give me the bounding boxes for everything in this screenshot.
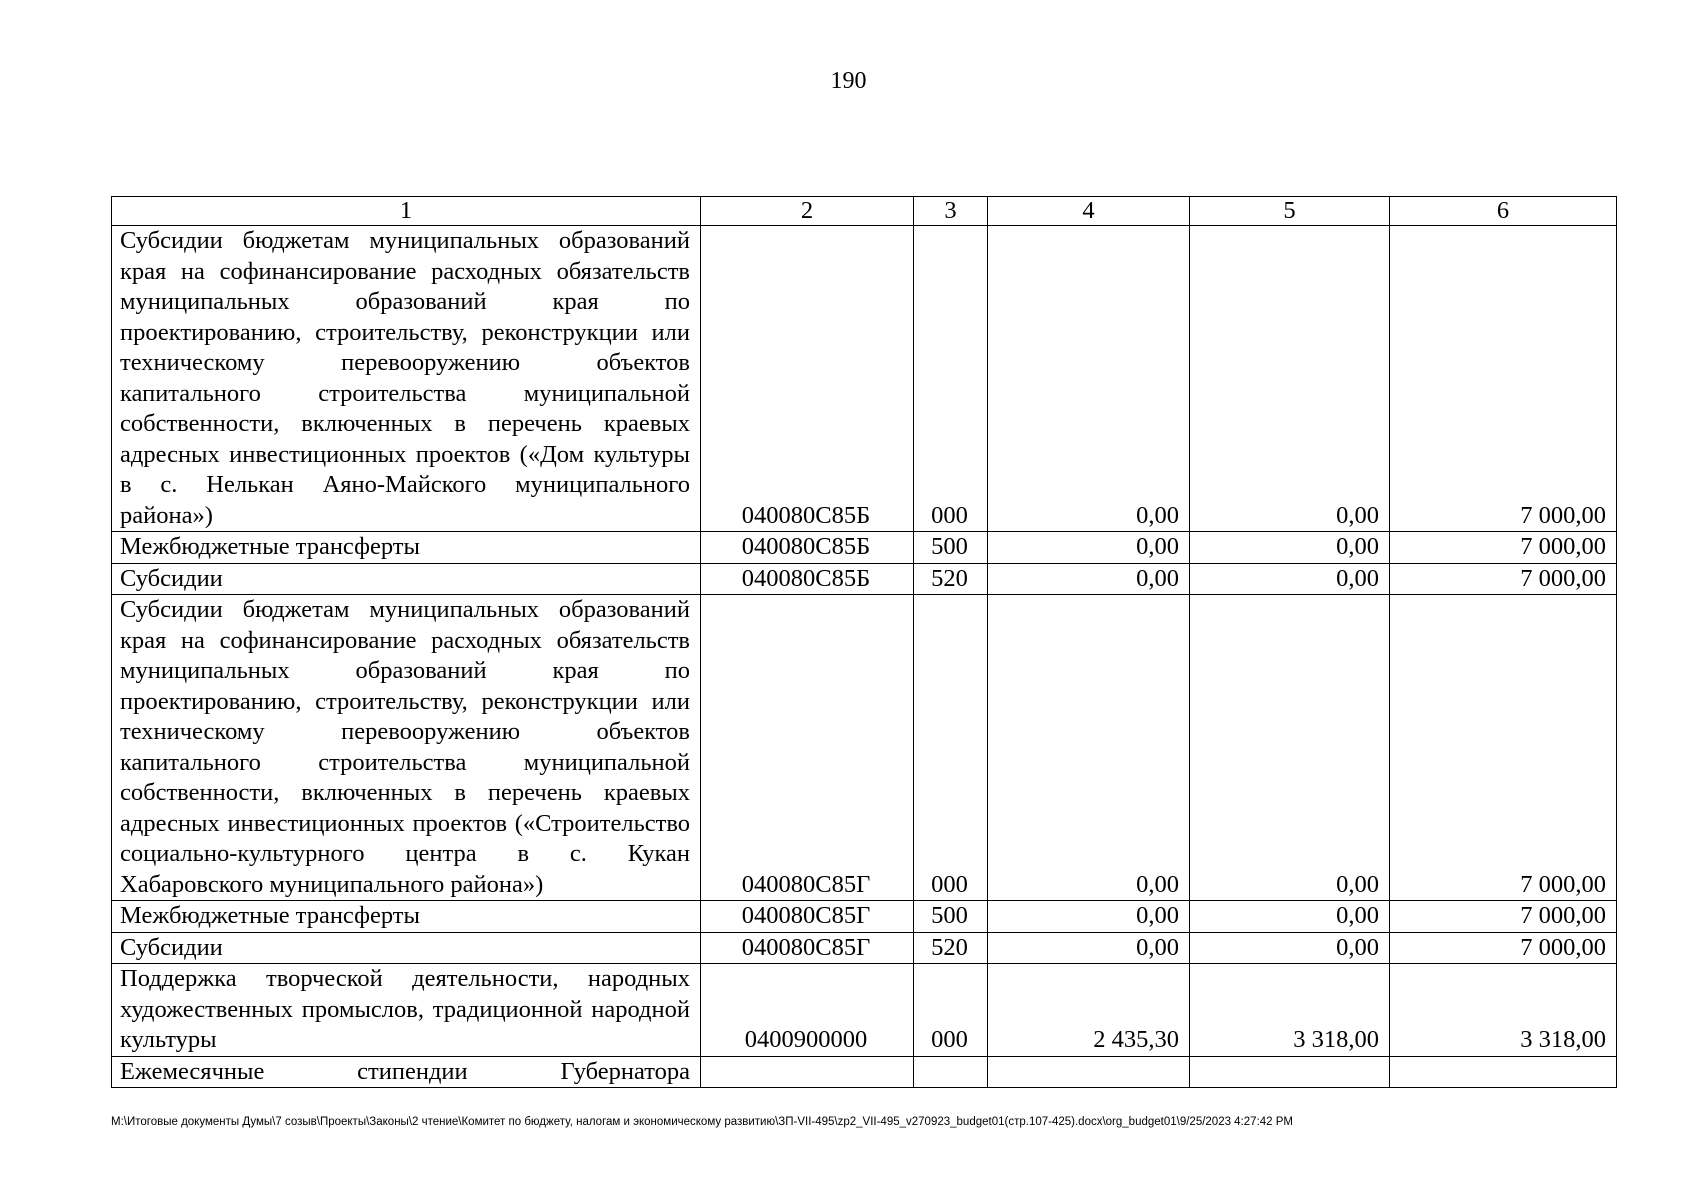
row-code-cell: 040080С85Б [701, 563, 914, 595]
row-value-6-cell: 7 000,00 [1390, 563, 1617, 595]
row-value-5-cell: 0,00 [1190, 563, 1390, 595]
table-row [112, 1056, 1617, 1088]
row-name-cell: Субсидии [112, 563, 701, 595]
column-header: 4 [988, 197, 1190, 226]
page-number: 190 [830, 68, 867, 94]
row-value-6-cell: 7 000,00 [1390, 532, 1617, 564]
row-value-4-cell: 2 435,30 [988, 964, 1190, 1057]
row-code-cell: 040080С85Г [701, 901, 914, 933]
table-header-row [112, 197, 1617, 226]
row-name-cell: Субсидии бюджетам муниципальных образований края на софинансирование расходных обязательств муниципальных образований края по проектированию, строительству, реконструкции или техническому перевооружению объектов капитального строительства муниципальной собственности, включенных в перечень краевых адресных инвестиционных проектов («Дом культуры в с. Нелькан Аяно-Майского муниципального района») [112, 226, 701, 532]
row-name-cell: Межбюджетные трансферты [112, 901, 701, 933]
row-value-4-cell: 0,00 [988, 595, 1190, 901]
row-vr-cell: 500 [914, 532, 988, 564]
row-code-cell [701, 1056, 914, 1088]
row-value-6-cell: 7 000,00 [1390, 595, 1617, 901]
row-vr-cell: 500 [914, 901, 988, 933]
row-vr-cell: 520 [914, 563, 988, 595]
row-value-5-cell: 0,00 [1190, 595, 1390, 901]
table-row [112, 932, 1617, 964]
row-name-cell: Поддержка творческой деятельности, народных художественных промыслов, традиционной народной культуры [112, 964, 701, 1057]
table-row [112, 595, 1617, 901]
table-row [112, 563, 1617, 595]
row-vr-cell: 000 [914, 964, 988, 1057]
row-code-cell: 040080С85Г [701, 595, 914, 901]
row-value-4-cell: 0,00 [988, 563, 1190, 595]
row-vr-cell: 000 [914, 226, 988, 532]
table-row [112, 901, 1617, 933]
row-value-4-cell [988, 1056, 1190, 1088]
row-value-5-cell: 0,00 [1190, 901, 1390, 933]
row-vr-cell [914, 1056, 988, 1088]
row-code-cell: 040080С85Б [701, 532, 914, 564]
table-row [112, 226, 1617, 532]
row-name-cell: Субсидии [112, 932, 701, 964]
column-header: 1 [112, 197, 701, 226]
row-value-6-cell: 7 000,00 [1390, 226, 1617, 532]
table-row [112, 964, 1617, 1057]
column-header: 5 [1190, 197, 1390, 226]
row-code-cell: 040080С85Б [701, 226, 914, 532]
row-code-cell: 040080С85Г [701, 932, 914, 964]
row-value-5-cell: 0,00 [1190, 932, 1390, 964]
footer-file-path: М:\Итоговые документы Думы\7 созыв\Проекты\Законы\2 чтение\Комитет по бюджету, налогам и экономическому развитию\ЗП-VII-495\zp2_VII-495_v270923_budget01(стр.107-425).docx\org_budget01\9/25/2023 4:27:42 PM [111, 1116, 1294, 1128]
row-value-6-cell [1390, 1056, 1617, 1088]
row-value-4-cell: 0,00 [988, 226, 1190, 532]
column-header: 6 [1390, 197, 1617, 226]
row-value-6-cell: 7 000,00 [1390, 901, 1617, 933]
row-value-5-cell: 0,00 [1190, 226, 1390, 532]
row-value-4-cell: 0,00 [988, 901, 1190, 933]
row-vr-cell: 000 [914, 595, 988, 901]
row-value-4-cell: 0,00 [988, 932, 1190, 964]
row-name-cell: Ежемесячные стипендии Губернатора [112, 1056, 701, 1088]
row-code-cell: 0400900000 [701, 964, 914, 1057]
column-header: 3 [914, 197, 988, 226]
row-value-5-cell: 3 318,00 [1190, 964, 1390, 1057]
row-value-5-cell [1190, 1056, 1390, 1088]
row-name-cell: Межбюджетные трансферты [112, 532, 701, 564]
row-value-5-cell: 0,00 [1190, 532, 1390, 564]
row-name-cell: Субсидии бюджетам муниципальных образований края на софинансирование расходных обязательств муниципальных образований края по проектированию, строительству, реконструкции или техническому перевооружению объектов капитального строительства муниципальной собственности, включенных в перечень краевых адресных инвестиционных проектов («Строительство социально-культурного центра в с. Кукан Хабаровского муниципального района») [112, 595, 701, 901]
column-header: 2 [701, 197, 914, 226]
row-vr-cell: 520 [914, 932, 988, 964]
table-row [112, 532, 1617, 564]
budget-table [111, 196, 1617, 1088]
row-value-6-cell: 3 318,00 [1390, 964, 1617, 1057]
row-value-4-cell: 0,00 [988, 532, 1190, 564]
row-value-6-cell: 7 000,00 [1390, 932, 1617, 964]
